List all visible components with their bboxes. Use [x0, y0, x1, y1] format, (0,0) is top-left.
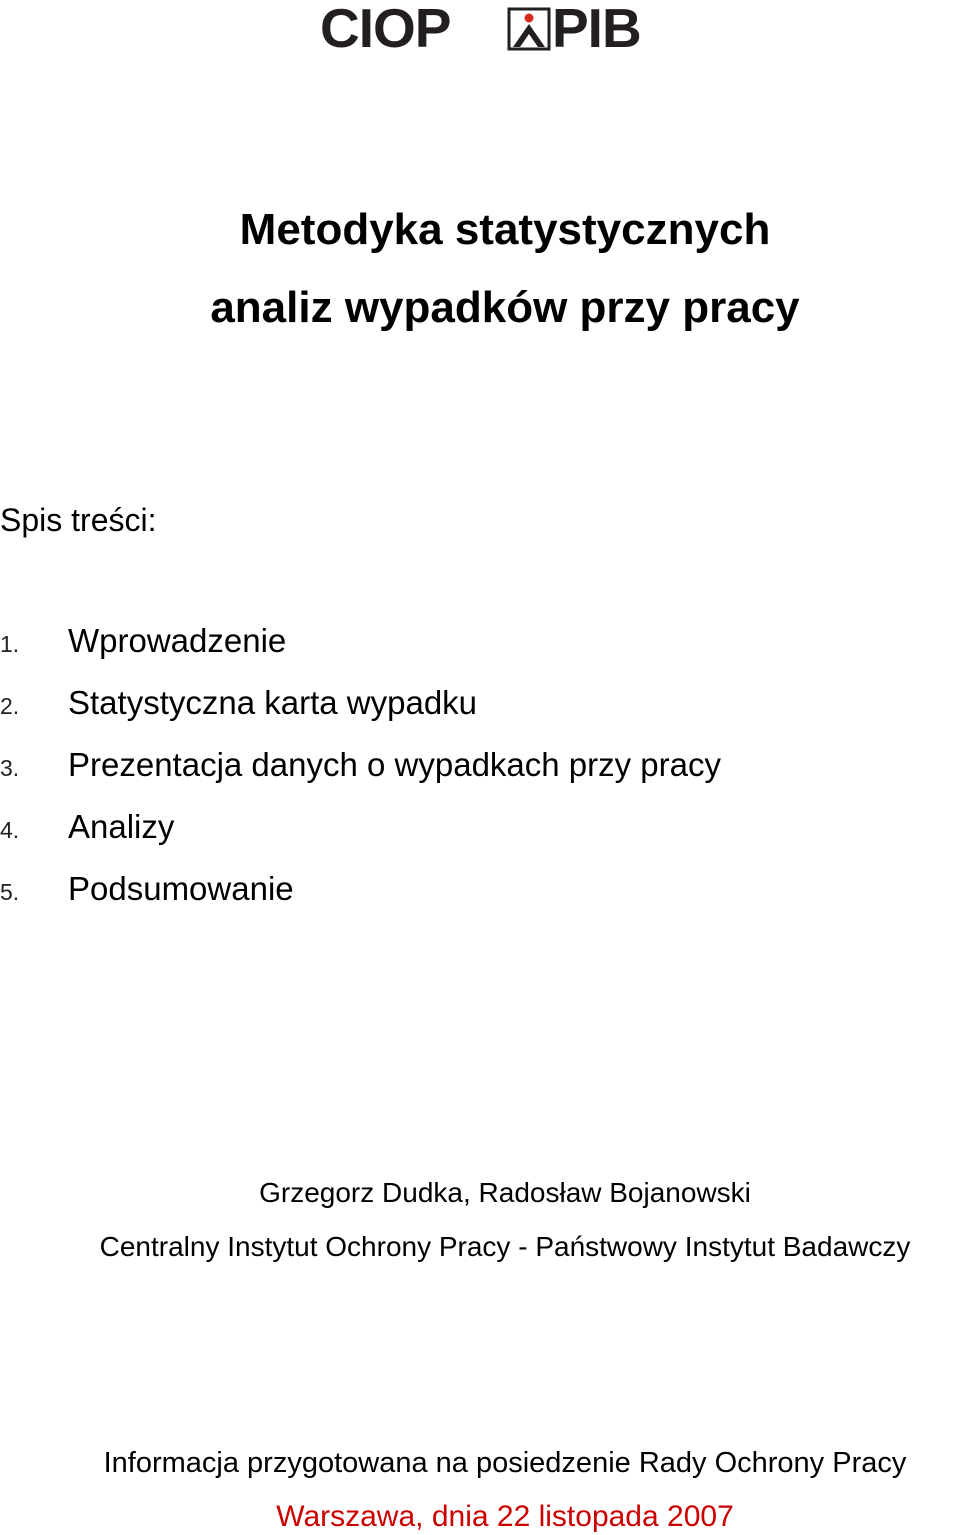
- logo-text-ciop: CIOP: [320, 0, 451, 59]
- toc-item-number: 1.: [0, 631, 20, 657]
- document-title-line-2: analiz wypadków przy pracy: [210, 283, 800, 332]
- toc-item-label: Prezentacja danych o wypadkach przy pracy: [68, 746, 722, 783]
- toc-item-number: 3.: [0, 755, 20, 781]
- ciop-pib-logo: [320, 0, 692, 59]
- toc-heading: Spis treści:: [0, 502, 157, 538]
- toc-item-number: 4.: [0, 817, 20, 843]
- toc-item-number: 5.: [0, 879, 20, 905]
- institute-name: Centralny Instytut Ochrony Pracy - Państwowy Instytut Badawczy: [99, 1231, 911, 1262]
- place-and-date: Warszawa, dnia 22 listopada 2007: [276, 1500, 734, 1533]
- toc-item-label: Statystyczna karta wypadku: [68, 684, 478, 721]
- document-title-line-1: Metodyka statystycznych: [239, 205, 771, 254]
- authors: Grzegorz Dudka, Radosław Bojanowski: [259, 1177, 751, 1208]
- toc-item-label: Analizy: [68, 808, 175, 845]
- toc-item-label: Wprowadzenie: [68, 622, 287, 659]
- document-purpose: Informacja przygotowana na posiedzenie Rady Ochrony Pracy: [103, 1447, 907, 1479]
- ciop-emblem-icon: [507, 7, 551, 51]
- logo-text-pib: PIB: [552, 0, 641, 59]
- toc-item-number: 2.: [0, 693, 20, 719]
- toc-item-label: Podsumowanie: [68, 870, 294, 907]
